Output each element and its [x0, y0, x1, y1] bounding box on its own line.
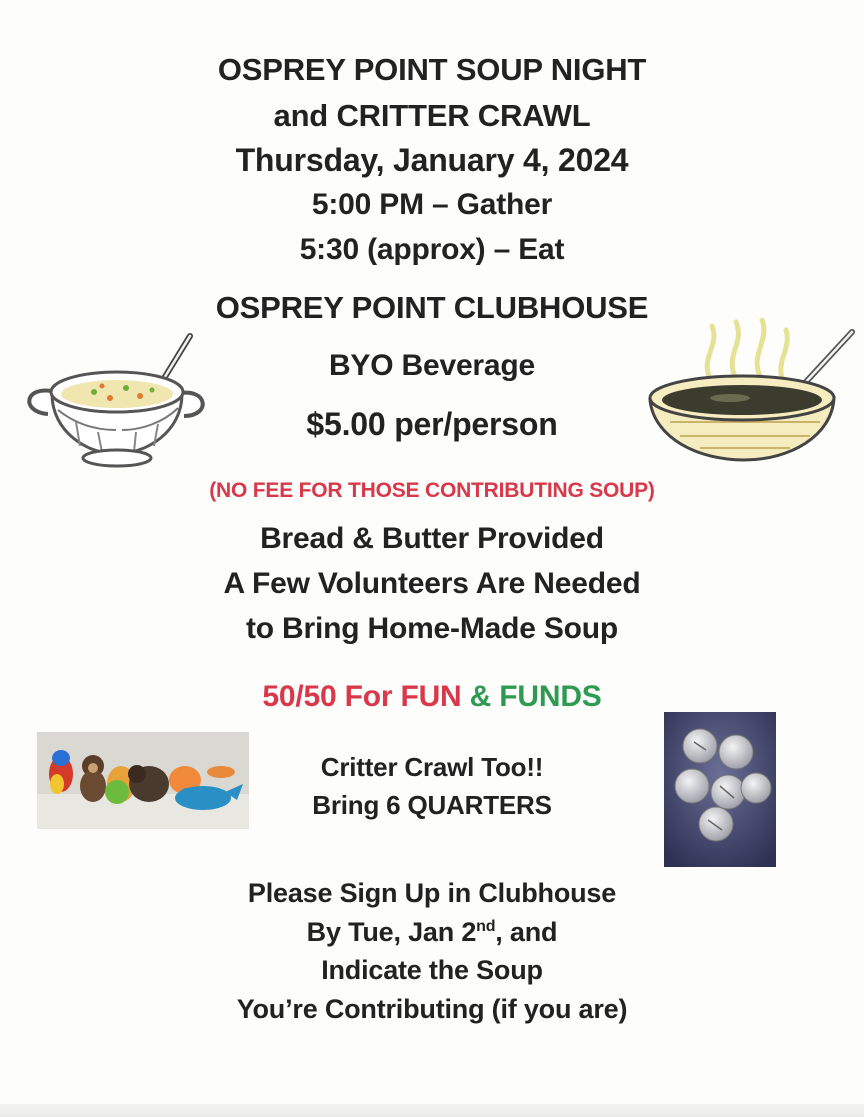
quarters-photo [664, 712, 776, 867]
signup-line-2 [0, 917, 864, 948]
signup-line-4: You’re Contributing (if you are) [236, 994, 628, 1024]
soup-tureen-icon [18, 322, 218, 472]
bread-note: Bread & Butter Provided [260, 522, 604, 555]
location: OSPREY POINT CLUBHOUSE [215, 290, 649, 325]
fee-note: (NO FEE FOR THOSE CONTRIBUTING SOUP) [209, 479, 655, 502]
price: $5.00 per/person [306, 406, 558, 442]
beverage-note: BYO Beverage [328, 349, 536, 382]
event-date: Thursday, January 4, 2024 [235, 142, 629, 178]
critter-toys-photo [37, 732, 249, 829]
page-bottom-edge [0, 1104, 864, 1117]
fifty-fifty-suffix: FUNDS [491, 680, 602, 713]
soup-bowl-icon [640, 318, 860, 468]
time-eat: 5:30 (approx) – Eat [299, 233, 565, 266]
bring-soup-note: to Bring Home-Made Soup [245, 612, 619, 645]
title-line-1: OSPREY POINT SOUP NIGHT [217, 52, 647, 87]
critter-line-1: Critter Crawl Too!! [320, 752, 544, 782]
time-gather: 5:00 PM – Gather [311, 188, 553, 221]
fifty-fifty-line [0, 680, 864, 714]
signup-line-2-suffix: , and [495, 917, 558, 947]
signup-line-2-sup: nd [476, 918, 496, 935]
fifty-fifty-prefix: 50/50 For FUN [262, 680, 470, 713]
fifty-fifty-amp: & [469, 680, 492, 713]
volunteers-note: A Few Volunteers Are Needed [223, 567, 641, 600]
signup-line-1: Please Sign Up in Clubhouse [247, 878, 617, 908]
critter-line-2: Bring 6 QUARTERS [312, 790, 552, 820]
signup-line-3: Indicate the Soup [321, 955, 543, 985]
signup-line-2-prefix: By Tue, Jan 2 [306, 917, 477, 947]
title-line-2: and CRITTER CRAWL [273, 98, 591, 133]
